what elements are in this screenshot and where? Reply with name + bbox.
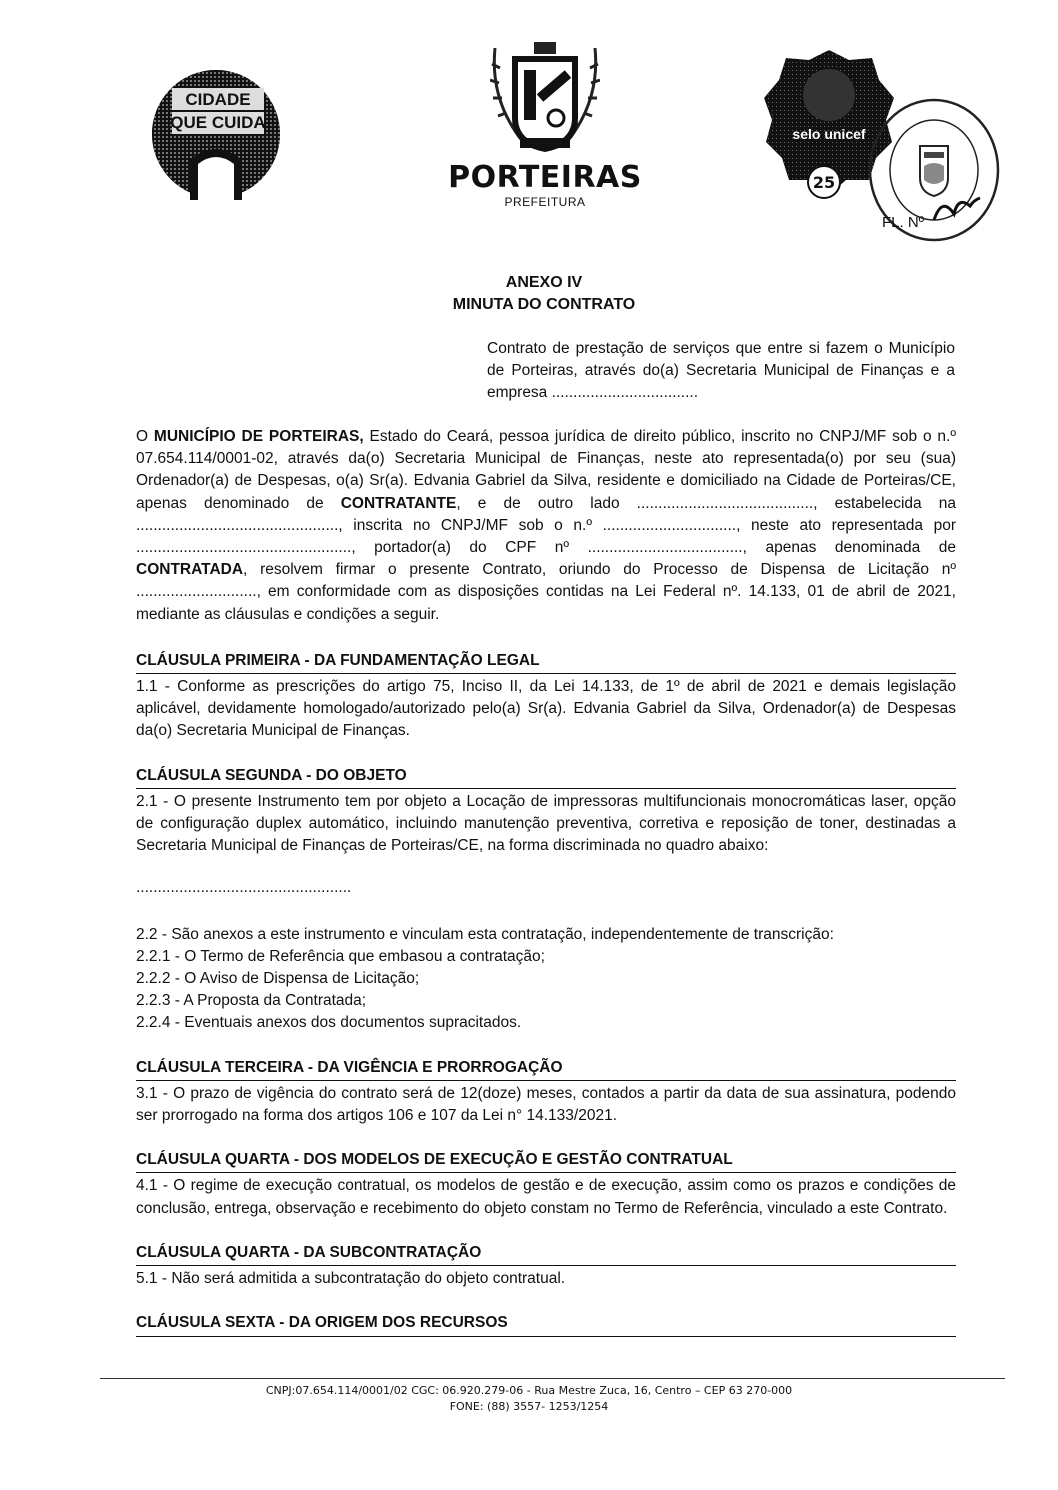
intro-paragraph: [136, 426, 956, 626]
object-table-placeholder: ..................................................: [136, 879, 352, 897]
contratante-label: CONTRATANTE: [340, 494, 457, 512]
clause-2-2-2: 2.2.2 - O Aviso de Dispensa de Licitação;: [136, 970, 420, 988]
clause-2-2: 2.2 - São anexos a este instrumento e vinculam esta contratação, independentemente de transcrição:: [136, 925, 834, 943]
clause-4-text: 4.1 - O regime de execução contratual, os modelos de gestão e de execução, assim como os prazos e condições de conclusão, entrega, observação e recebimento do objeto constam no Termo de Referência, vinculado a este Contrato.: [136, 1177, 956, 1217]
intro-prefix: O: [136, 428, 154, 445]
contratada-label: CONTRATADA: [136, 561, 244, 579]
brand-subtitle: PREFEITURA: [504, 195, 586, 209]
footer-phone: FONE: (88) 3557- 1253/1254: [449, 1400, 609, 1413]
page-footer: [0, 1383, 1058, 1415]
stamp-page-label: FL. Nº: [882, 214, 925, 231]
intro-text-3: , resolvem firmar o presente Contrato, oriundo do Processo de Dispensa de Licitação nº ............................, em conformidade com as disposições contidas na Lei Federal nº. 14.133, 01 de abril de 2021, mediante as cláusulas e condições a seguir.: [136, 561, 956, 623]
clause-1: [136, 650, 956, 743]
intro-text-2: , e de outro lado ........................................., estabelecida na ..............................................., inscrita no CNPJ/MF sob o n.º ..............................., neste ato representada por .................................................., portador(a) do CPF nº ...................................., apenas denominada de: [136, 494, 956, 557]
svg-text:25: 25: [812, 173, 836, 192]
clause-1-text: 1.1 - Conforme as prescrições do artigo 75, Inciso II, da Lei 14.133, de 1º de abril de 2021 e demais legislação aplicável, devidamente homologado/autorizado pelo(a) Sr(a). Edvania Gabriel da Silva, Ordenador(a) de Despesas da(o) Secretaria Municipal de Finanças.: [136, 678, 956, 740]
municipal-stamp: [862, 96, 1002, 246]
clause-2-2-1: 2.2.1 - O Termo de Referência que embasou a contratação;: [136, 947, 545, 965]
clause-4-heading: CLÁUSULA QUARTA - DOS MODELOS DE EXECUÇÃO E GESTÃO CONTRATUAL: [136, 1149, 956, 1173]
cidade-que-cuida-logo: [150, 68, 282, 200]
clause-6: [136, 1312, 956, 1336]
footer-divider: [100, 1378, 1005, 1379]
clause-2-2-4: 2.2.4 - Eventuais anexos dos documentos supracitados.: [136, 1014, 522, 1032]
intro-text-1: Estado do Ceará, pessoa jurídica de direito público, inscrito no CNPJ/MF sob o n.º 07.654.114/0001-02, através da(o) Secretaria Municipal de Finanças, neste ato representada(o) por seu (sua) Ordenador(a) de Despesas, o(a) Sr(a). Edvania Gabriel da Silva, residente e domiciliado na Cidade de Porteiras/CE, apenas denominado de: [136, 428, 956, 512]
clause-2: [136, 765, 956, 1035]
clause-3-text: 3.1 - O prazo de vigência do contrato será de 12(doze) meses, contados a partir da data de sua assinatura, podendo ser prorrogado na forma dos artigos 106 e 107 da Lei n° 14.133/2021.: [136, 1084, 956, 1125]
cidade-que-cuida-label: CIDADE QUE CUIDA: [170, 90, 266, 132]
clause-4: [136, 1149, 956, 1220]
clause-2-2-3: 2.2.3 - A Proposta da Contratada;: [136, 992, 367, 1010]
clause-6-heading: CLÁUSULA SEXTA - DA ORIGEM DOS RECURSOS: [136, 1312, 956, 1336]
clause-5: [136, 1242, 956, 1290]
clause-2-text: 2.1 - O presente Instrumento tem por objeto a Locação de impressoras multifuncionais monocromáticas laser, opção de configuração duplex automático, incluindo manutenção preventiva, corretiva e reposição de toner, destinadas a Secretaria Municipal de Finanças de Porteiras/CE, na forma discriminada no quadro abaixo:: [136, 792, 956, 855]
clause-1-heading: CLÁUSULA PRIMEIRA - DA FUNDAMENTAÇÃO LEGAL: [136, 650, 956, 674]
clause-2-heading: CLÁUSULA SEGUNDA - DO OBJETO: [136, 765, 956, 789]
clause-5-text: 5.1 - Não será admitida a subcontratação do objeto contratual.: [136, 1270, 566, 1288]
clause-5-heading: CLÁUSULA QUARTA - DA SUBCONTRATAÇÃO: [136, 1242, 956, 1266]
annex-heading: ANEXO IV: [505, 274, 583, 291]
municipality-name: MUNICÍPIO DE PORTEIRAS,: [153, 428, 364, 445]
brand-title: PORTEIRAS: [448, 160, 642, 195]
contract-heading: MINUTA DO CONTRATO: [452, 296, 636, 313]
contract-preamble: Contrato de prestação de serviços que entre si fazem o Município de Porteiras, através do(a) Secretaria Municipal de Finanças e a empresa ..................................: [487, 340, 955, 401]
document-title: [0, 272, 1058, 316]
contract-body: [136, 426, 956, 1359]
clause-3: [136, 1057, 956, 1128]
unicef-seal-label: selo unicef: [792, 126, 866, 142]
porteiras-crest: [490, 38, 600, 160]
stamp-text: [862, 96, 863, 97]
clause-3-heading: CLÁUSULA TERCEIRA - DA VIGÊNCIA E PRORROGAÇÃO: [136, 1057, 956, 1081]
footer-address: CNPJ:07.654.114/0001/02 CGC: 06.920.279-06 - Rua Mestre Zuca, 16, Centro – CEP 63 270-000: [265, 1384, 793, 1397]
